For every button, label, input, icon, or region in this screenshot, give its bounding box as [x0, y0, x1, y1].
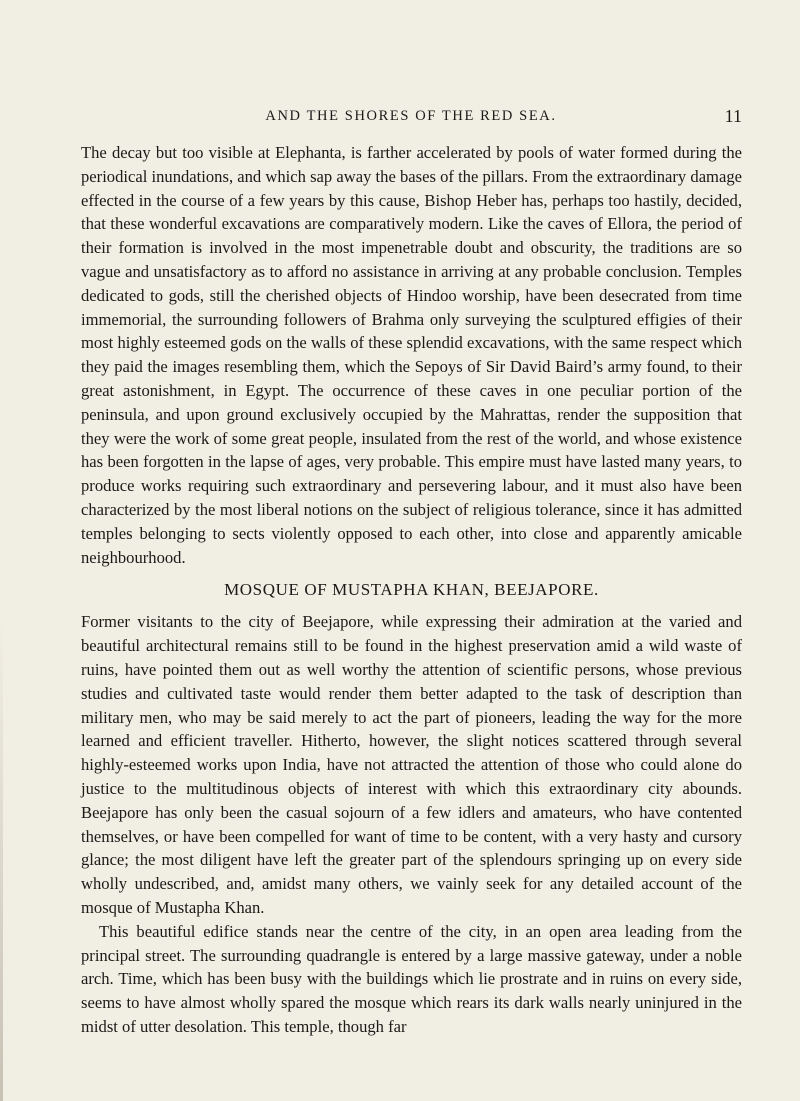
section-heading: MOSQUE OF MUSTAPHA KHAN, BEEJAPORE. [224, 580, 599, 600]
page-edge-shadow [0, 620, 3, 1101]
body-text [81, 141, 742, 1039]
paragraph-beautiful-edifice: This beautiful edifice stands near the centre of the city, in an open area leading from the principal street. The surrounding quadrangle is entered by a large massive gateway, under a noble arch. Time, which has been busy with the buildings which lie prostrate and in ruins on every side, seems to have almost wholly spared the mosque which rears its dark walls nearly uninjured in the midst of utter desolation. This temple, though far [81, 921, 742, 1036]
running-title: AND THE SHORES OF THE RED SEA. [265, 108, 557, 124]
paragraph-elephanta: The decay but too visible at Elephanta, is farther accelerated by pools of water formed during the periodical inundations, and which sap away the bases of the pillars. From the extraordinary damage effected in the course of a few years by this cause, Bishop Heber has, perhaps too hastily, decided, that these wonderful excavations are comparatively modern. Like the caves of Ellora, the period of their formation is involved in the most impenetrable doubt and obscurity, the traditions are so vague and unsatisfactory as to afford no assistance in arriving at any probable conclusion. Temples dedicated to gods, still the cherished objects of Hindoo worship, have been desecrated from time immemorial, the surrounding followers of Brahma only surveying the sculptured effigies of their most highly esteemed gods on the walls of these splendid excavations, with the same respect which they paid the images resembling them, which the Sepoys of Sir David Baird’s army found, to their great astonishment, in Egypt. The occurrence of these caves in one peculiar portion of the peninsula, and upon ground exclusively occupied by the Mahrattas, render the supposition that they were the work of some great people, insulated from the rest of the world, and whose existence has been forgotten in the lapse of ages, very probable. This empire must have lasted many years, to produce works requiring such extraordinary and persevering labour, and it must also have been characterized by the most liberal notions on the subject of religious tolerance, since it has admitted temples belonging to sects violently opposed to each other, into close and apparently amicable neighbourhood. [81, 143, 742, 567]
running-head [80, 106, 742, 130]
paragraph-former-visitants: Former visitants to the city of Beejapore, while expressing their admiration at the varied and beautiful architectural remains still to be found in the highest preservation amid a wild waste of ruins, have pointed them out as well worthy the attention of scientific persons, whose previous studies and cultivated taste would render them better adapted to the task of description than military men, who may be said merely to act the part of pioneers, leading the way for the more learned and efficient traveller. Hitherto, however, the slight notices scattered through several highly-esteemed works upon India, have not attracted the attention of those who could alone do justice to the multitudinous objects of interest with which this extraordinary city abounds. Beejapore has only been the casual sojourn of a few idlers and amateurs, who have contented themselves, or have been compelled for want of time to be content, with a very hasty and cursory glance; the most diligent have left the greater part of the splendours springing up on every side wholly undescribed, and, amidst many others, we vainly seek for any detailed account of the mosque of Mustapha Khan. [81, 612, 742, 917]
page-number: 11 [724, 106, 742, 126]
